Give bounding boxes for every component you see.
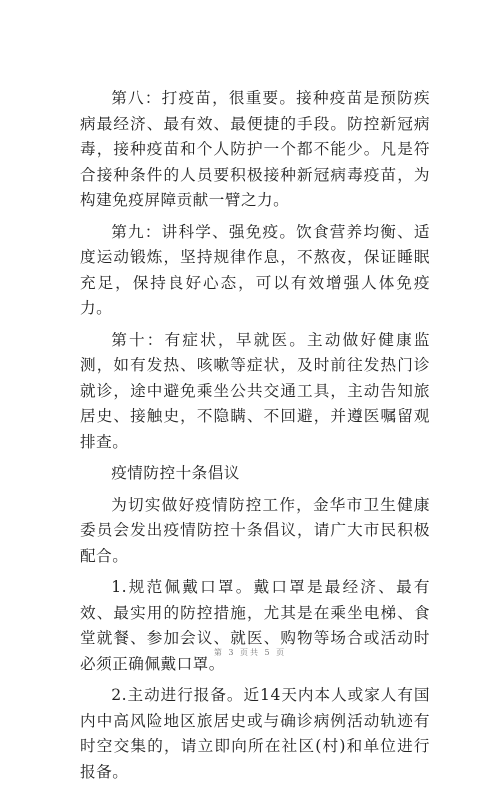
paragraph-report: 2.主动进行报备。近14天内本人或家人有国内中高风险地区旅居史或与确诊病例活动轨迹有时空交集的，请立即向所在社区(村)和单位进行报备。 — [80, 686, 430, 781]
paragraph-item-nine: 第九：讲科学、强免疫。饮食营养均衡、适度运动锻炼，坚持规律作息，不熬夜，保证睡眠充足，保持良好心态，可以有效增强人体免疫力。 — [80, 222, 430, 317]
paragraph-mask: 1.规范佩戴口罩。戴口罩是最经济、最有效、最实用的防控措施，尤其是在乘坐电梯、食堂就餐、参加会议、就医、购物等场合或活动时必须正确佩戴口罩。 — [80, 578, 430, 673]
section-heading: 疫情防控十条倡议 — [111, 464, 240, 482]
page-number-footer: 第 3 页共 5 页 — [213, 648, 287, 657]
paragraph-item-ten: 第十：有症状，早就医。主动做好健康监测，如有发热、咳嗽等症状，及时前往发热门诊就诊，途中避免乘坐公共交通工具，主动告知旅居史、接触史，不隐瞒、不回避，并遵医嘱留观排查。 — [80, 330, 430, 451]
paragraph-intro: 为切实做好疫情防控工作，金华市卫生健康委员会发出疫情防控十条倡议，请广大市民积极配合。 — [80, 495, 430, 565]
document-body — [80, 86, 430, 791]
paragraph-item-eight: 第八：打疫苗，很重要。接种疫苗是预防疾病最经济、最有效、最便捷的手段。防控新冠病毒，接种疫苗和个人防护一个都不能少。凡是符合接种条件的人员要积极接种新冠病毒疫苗，为构建免疫屏障贡献一臂之力。 — [80, 89, 430, 209]
